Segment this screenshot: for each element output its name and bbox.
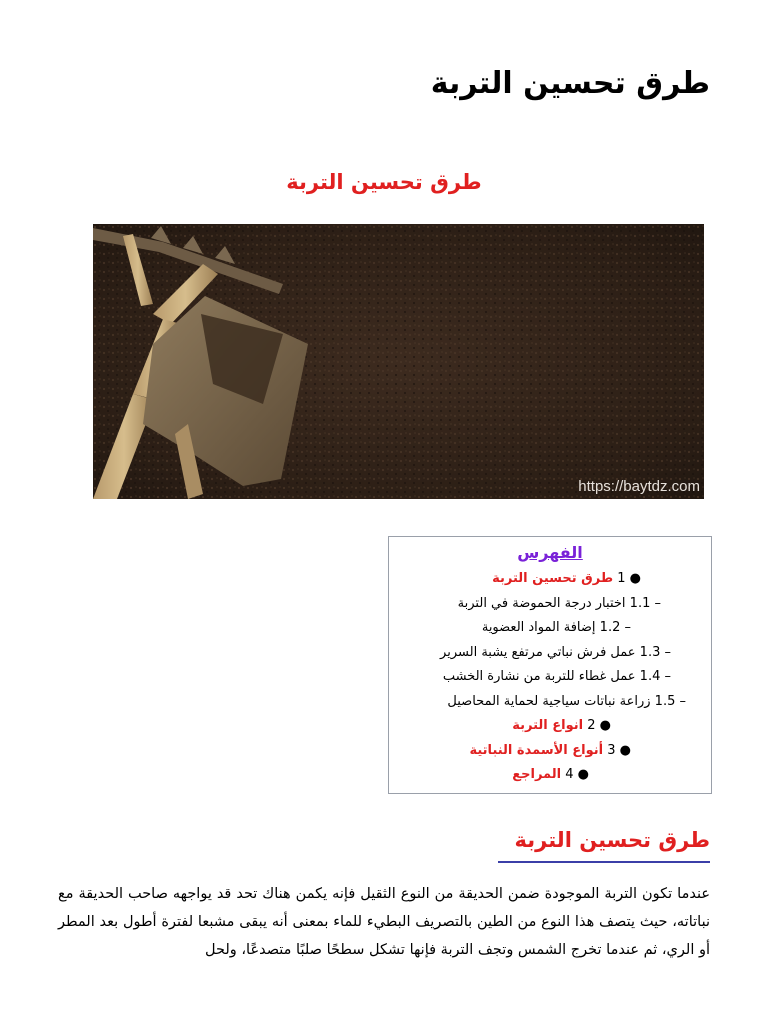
toc-link[interactable]: زراعة نباتات سياجية لحماية المحاصيل [447,693,651,709]
toc-number: 1.4 [635,669,661,684]
toc-item[interactable] [389,690,711,715]
toc-bullet: ● [615,742,631,758]
table-of-contents [388,536,712,794]
toc-item[interactable] [389,714,711,739]
toc-bullet: ● [573,767,589,782]
toc-number: 4 [561,767,574,782]
article-paragraph: عندما تكون التربة الموجودة ضمن الحديقة من النوع الثقيل فإنه يكمن هناك تحد قد يواجهه صاحب الحديقة مع نباتاته، حيث يتصف هذا النوع من الطين بالتصريف البطيء للماء بمعنى أنه يبقى مشبعا لفترة أطول بعد المطر أو الري، ثم عندما تخرج الشمس وتجف التربة فإنها تشكل سطحًا صلبًا متصدعًا، ولحل [58,886,710,958]
toc-link[interactable]: أنواع الأسمدة النباتية [469,742,604,758]
toc-bullet: ● [595,718,611,733]
toc-bullet: – [660,644,671,660]
toc-number: 1.3 [635,644,661,660]
toc-item[interactable] [389,616,711,641]
toc-item[interactable] [389,665,711,690]
toc-item[interactable] [389,641,711,666]
article-subtitle: طرق تحسين التربة [286,170,482,194]
toc-number: 3 [603,742,616,758]
toc-list [389,567,711,788]
toc-number: 1.2 [595,620,621,635]
toc-number: 1.1 [625,595,651,611]
toc-bullet: – [620,620,631,635]
toc-bullet: ● [625,571,641,586]
toc-link[interactable]: إضافة المواد العضوية [481,620,596,635]
toc-link[interactable]: عمل غطاء للتربة من نشارة الخشب [442,669,636,684]
soil-with-shovel-illustration [93,224,704,499]
toc-bullet: – [650,595,661,611]
toc-link[interactable]: عمل فرش نباتي مرتفع يشبة السرير [440,644,636,660]
toc-bullet: – [675,693,686,709]
toc-link[interactable]: انواع التربة [512,718,584,733]
toc-number: 1.5 [650,693,676,709]
toc-link[interactable]: اختبار درجة الحموضة في التربة [457,595,626,611]
toc-item[interactable] [389,763,711,788]
toc-number: 1 [613,571,626,586]
toc-item[interactable] [389,592,711,617]
toc-item[interactable] [389,567,711,592]
page-title: طرق تحسين التربة [430,66,710,101]
image-watermark: https://baytdz.com [578,478,700,495]
toc-item[interactable] [389,739,711,764]
toc-link[interactable]: المراجع [512,767,562,782]
toc-link[interactable]: طرق تحسين التربة [492,571,614,586]
soil-photo [93,224,704,499]
toc-number: 2 [583,718,596,733]
section-heading: طرق تحسين التربة [310,828,710,852]
toc-title: الفهرس [517,543,583,562]
toc-bullet: – [660,669,671,684]
